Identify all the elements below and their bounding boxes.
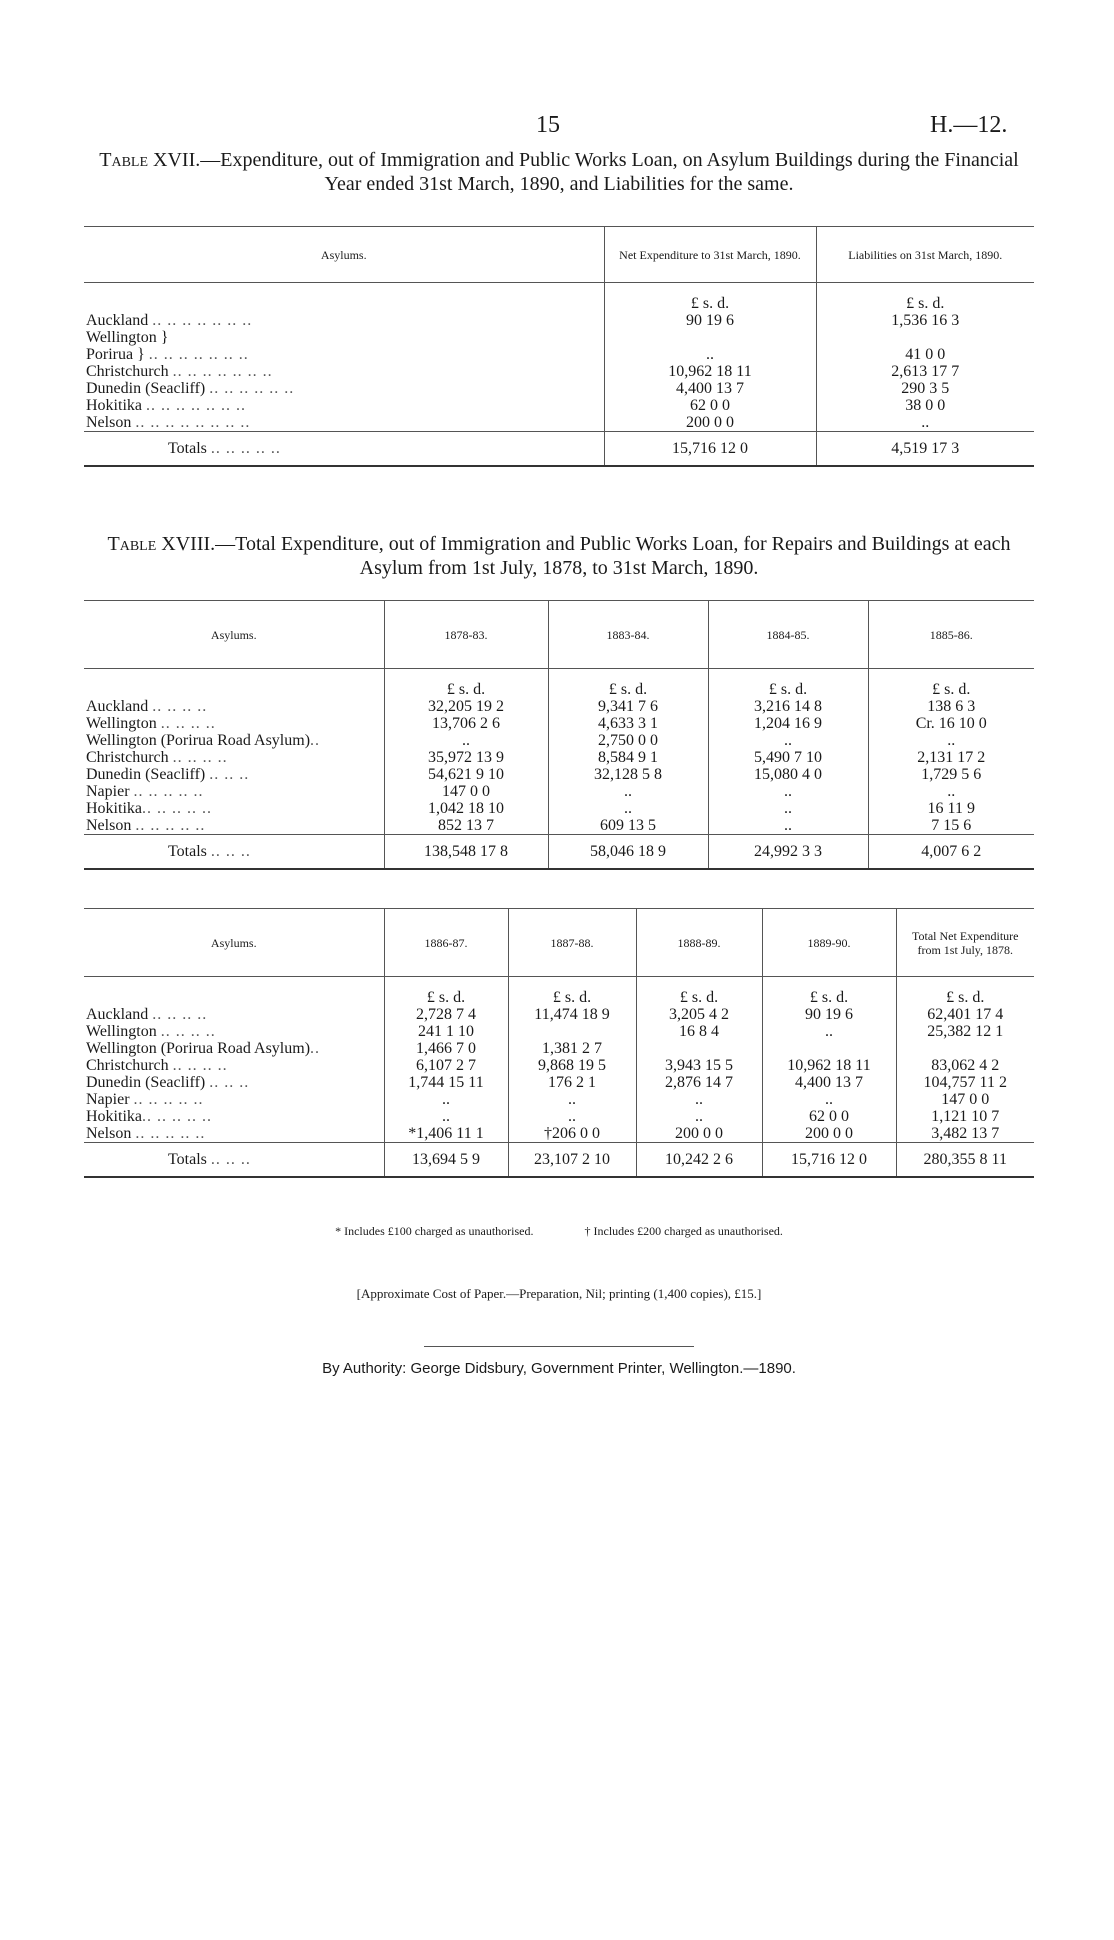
totals-cell: 10,242 2 6 xyxy=(636,1143,762,1178)
footnote-1: * Includes £100 charged as unauthorised. xyxy=(335,1224,534,1238)
table-row: Napier .. .. .. .. .. 147 0 0 .. .. .. xyxy=(84,783,1034,800)
table-row: Dunedin (Seacliff) .. .. .. 54,621 9 10 32,128 5 8 15,080 4 0 1,729 5 6 xyxy=(84,766,1034,783)
value-cell: †206 0 0 xyxy=(508,1125,636,1143)
value-cell: 1,204 16 9 xyxy=(708,715,868,732)
value-cell: 200 0 0 xyxy=(636,1125,762,1143)
table-row: Wellington (Porirua Road Asylum).. .. 2,750 0 0 .. .. xyxy=(84,732,1034,749)
value-cell: 83,062 4 2 xyxy=(896,1057,1034,1074)
liab-cell xyxy=(816,329,1034,346)
value-cell: 1,744 15 11 xyxy=(384,1074,508,1091)
units-cell: £ s. d. xyxy=(384,669,548,699)
table-row: Dunedin (Seacliff) .. .. .. .. .. .. 4,400 13 7 290 3 5 xyxy=(84,380,1034,397)
value-cell xyxy=(896,1040,1034,1057)
table18-header-asylums: Asylums. xyxy=(84,601,384,669)
table-row: Hokitika .. .. .. .. .. .. .. 62 0 0 38 0 0 xyxy=(84,397,1034,414)
value-cell: .. xyxy=(868,732,1034,749)
table-row: Porirua } .. .. .. .. .. .. .. .. 41 0 0 xyxy=(84,346,1034,363)
value-cell: 90 19 6 xyxy=(762,1006,896,1023)
year-header: 1883-84. xyxy=(548,601,708,669)
totals-row: Totals .. .. .. .. .. 15,716 12 0 4,519 17 3 xyxy=(84,432,1034,467)
table17-header-net: Net Expenditure to 31st March, 1890. xyxy=(604,227,816,283)
row-label: Wellington xyxy=(86,1023,157,1040)
year-header: 1884-85. xyxy=(708,601,868,669)
value-cell: 62 0 0 xyxy=(762,1108,896,1125)
net-cell xyxy=(604,329,816,346)
value-cell: .. xyxy=(868,783,1034,800)
value-cell: 147 0 0 xyxy=(896,1091,1034,1108)
year-header: 1887-88. xyxy=(508,909,636,977)
footnote-2: † Includes £200 charged as unauthorised. xyxy=(584,1224,783,1238)
totals-cell: 4,007 6 2 xyxy=(868,835,1034,870)
totals-net: 15,716 12 0 xyxy=(604,432,816,467)
value-cell: 3,216 14 8 xyxy=(708,698,868,715)
value-cell: 1,121 10 7 xyxy=(896,1108,1034,1125)
value-cell xyxy=(762,1040,896,1057)
value-cell: 6,107 2 7 xyxy=(384,1057,508,1074)
row-label: Auckland xyxy=(86,1006,149,1023)
row-label: Christchurch xyxy=(86,749,169,766)
table-row: Wellington .. .. .. .. 241 1 10 16 8 4 .. 25,382 12 1 xyxy=(84,1023,1034,1040)
table-row: Hokitika.. .. .. .. .. 1,042 18 10 .. .. 16 11 9 xyxy=(84,800,1034,817)
net-cell: 10,962 18 11 xyxy=(604,363,816,380)
table17 xyxy=(84,226,1034,467)
units-cell: £ s. d. xyxy=(548,669,708,699)
units-cell: £ s. d. xyxy=(508,977,636,1007)
totals-cell: 23,107 2 10 xyxy=(508,1143,636,1178)
row-label: Auckland xyxy=(86,312,149,329)
row-label: Nelson xyxy=(86,414,132,431)
net-cell: 200 0 0 xyxy=(604,414,816,432)
value-cell: 16 11 9 xyxy=(868,800,1034,817)
row-label: Wellington } xyxy=(86,329,169,346)
value-cell: 1,466 7 0 xyxy=(384,1040,508,1057)
value-cell: 7 15 6 xyxy=(868,817,1034,835)
table-row: Wellington .. .. .. .. 13,706 2 6 4,633 3 1 1,204 16 9 Cr. 16 10 0 xyxy=(84,715,1034,732)
value-cell: .. xyxy=(384,1091,508,1108)
table17-caption xyxy=(84,148,1034,196)
row-label: Napier xyxy=(86,783,130,800)
year-header: 1885-86. xyxy=(868,601,1034,669)
value-cell: 54,621 9 10 xyxy=(384,766,548,783)
value-cell: 3,205 4 2 xyxy=(636,1006,762,1023)
value-cell: 852 13 7 xyxy=(384,817,548,835)
liab-cell: 2,613 17 7 xyxy=(816,363,1034,380)
net-cell: .. xyxy=(604,346,816,363)
divider xyxy=(424,1346,694,1347)
units-cell: £ s. d. xyxy=(896,977,1034,1007)
year-header: 1889-90. xyxy=(762,909,896,977)
value-cell: 4,633 3 1 xyxy=(548,715,708,732)
table-row: Auckland .. .. .. .. .. .. .. 90 19 6 1,536 16 3 xyxy=(84,312,1034,329)
totals-row: Totals .. .. .. 13,694 5 9 23,107 2 10 10,242 2 6 15,716 12 0 280,355 8 11 xyxy=(84,1143,1034,1178)
row-label: Dunedin (Seacliff) xyxy=(86,766,206,783)
table18-part2-header-asylums: Asylums. xyxy=(84,909,384,977)
value-cell: 1,729 5 6 xyxy=(868,766,1034,783)
table-row: Nelson .. .. .. .. .. .. .. .. 200 0 0 .. xyxy=(84,414,1034,432)
value-cell: 3,943 15 5 xyxy=(636,1057,762,1074)
table-row: Dunedin (Seacliff) .. .. .. 1,744 15 11 176 2 1 2,876 14 7 4,400 13 7 104,757 11 2 xyxy=(84,1074,1034,1091)
totals-liab: 4,519 17 3 xyxy=(816,432,1034,467)
cost-note: [Approximate Cost of Paper.—Preparation, Nil; printing (1,400 copies), £15.] xyxy=(356,1286,762,1301)
value-cell: 9,868 19 5 xyxy=(508,1057,636,1074)
value-cell: 25,382 12 1 xyxy=(896,1023,1034,1040)
value-cell: 2,876 14 7 xyxy=(636,1074,762,1091)
value-cell: .. xyxy=(384,1108,508,1125)
row-label: Porirua } xyxy=(86,346,145,363)
value-cell xyxy=(508,1023,636,1040)
row-label: Wellington xyxy=(86,715,157,732)
value-cell: .. xyxy=(548,800,708,817)
value-cell: .. xyxy=(636,1108,762,1125)
value-cell: 16 8 4 xyxy=(636,1023,762,1040)
liab-cell: 41 0 0 xyxy=(816,346,1034,363)
table-row: Napier .. .. .. .. .. .. .. .. .. 147 0 0 xyxy=(84,1091,1034,1108)
row-label: Wellington (Porirua Road Asylum) xyxy=(86,732,311,749)
liab-cell: .. xyxy=(816,414,1034,432)
table-row xyxy=(84,329,1034,346)
units-cell: £ s. d. xyxy=(708,669,868,699)
table17-header-asylums: Asylums. xyxy=(84,227,604,283)
totals-cell: 280,355 8 11 xyxy=(896,1143,1034,1178)
value-cell: 62,401 17 4 xyxy=(896,1006,1034,1023)
totals-cell: 13,694 5 9 xyxy=(384,1143,508,1178)
value-cell: 176 2 1 xyxy=(508,1074,636,1091)
authority-line: By Authority: George Didsbury, Government Printer, Wellington.—1890. xyxy=(322,1360,796,1377)
row-label: Christchurch xyxy=(86,363,169,380)
net-cell: 62 0 0 xyxy=(604,397,816,414)
value-cell: 147 0 0 xyxy=(384,783,548,800)
value-cell: 32,205 19 2 xyxy=(384,698,548,715)
value-cell: 2,750 0 0 xyxy=(548,732,708,749)
value-cell: .. xyxy=(708,800,868,817)
value-cell: 2,728 7 4 xyxy=(384,1006,508,1023)
totals-label: Totals xyxy=(168,440,207,457)
units-cell: £ s. d. xyxy=(762,977,896,1007)
value-cell: .. xyxy=(384,732,548,749)
table-row: Christchurch .. .. .. .. 35,972 13 9 8,584 9 1 5,490 7 10 2,131 17 2 xyxy=(84,749,1034,766)
totals-cell: 24,992 3 3 xyxy=(708,835,868,870)
value-cell: 3,482 13 7 xyxy=(896,1125,1034,1143)
units-cell: £ s. d. xyxy=(636,977,762,1007)
row-label: Nelson xyxy=(86,1125,132,1142)
footnotes xyxy=(84,1224,1034,1239)
table18-part1 xyxy=(84,600,1034,870)
liab-cell: 38 0 0 xyxy=(816,397,1034,414)
table-row: Auckland .. .. .. .. 2,728 7 4 11,474 18 9 3,205 4 2 90 19 6 62,401 17 4 xyxy=(84,1006,1034,1023)
value-cell: 10,962 18 11 xyxy=(762,1057,896,1074)
value-cell: 35,972 13 9 xyxy=(384,749,548,766)
value-cell: *1,406 11 1 xyxy=(384,1125,508,1143)
value-cell: .. xyxy=(508,1091,636,1108)
table18-caption-text: Total Expenditure, out of Immigration and Public Works Loan, for Repairs and Buildings at each Asylum from 1st July, 1878, to 31st March, 1890. xyxy=(235,533,1011,579)
totals-label: Totals xyxy=(168,1151,207,1168)
table17-units-net: £ s. d. xyxy=(604,283,816,313)
totals-row: Totals .. .. .. 138,548 17 8 58,046 18 9 24,992 3 3 4,007 6 2 xyxy=(84,835,1034,870)
table18-caption xyxy=(84,532,1034,580)
value-cell: .. xyxy=(762,1023,896,1040)
row-label: Hokitika xyxy=(86,800,142,817)
value-cell: 11,474 18 9 xyxy=(508,1006,636,1023)
totals-cell: 15,716 12 0 xyxy=(762,1143,896,1178)
units-cell: £ s. d. xyxy=(868,669,1034,699)
row-label: Napier xyxy=(86,1091,130,1108)
year-header: 1886-87. xyxy=(384,909,508,977)
row-label: Nelson xyxy=(86,817,132,834)
value-cell: 1,381 2 7 xyxy=(508,1040,636,1057)
year-header: 1878-83. xyxy=(384,601,548,669)
value-cell: 32,128 5 8 xyxy=(548,766,708,783)
row-label: Hokitika xyxy=(86,397,142,414)
year-header: 1888-89. xyxy=(636,909,762,977)
value-cell: .. xyxy=(762,1091,896,1108)
totals-label: Totals xyxy=(168,843,207,860)
row-label: Auckland xyxy=(86,698,149,715)
liab-cell: 1,536 16 3 xyxy=(816,312,1034,329)
table18-part2 xyxy=(84,908,1034,1178)
value-cell: .. xyxy=(548,783,708,800)
page-number: 15 xyxy=(536,112,560,138)
value-cell: .. xyxy=(708,817,868,835)
value-cell: 5,490 7 10 xyxy=(708,749,868,766)
row-label: Wellington (Porirua Road Asylum) xyxy=(86,1040,311,1057)
total-header: Total Net Expenditure from 1st July, 1878. xyxy=(896,909,1034,977)
value-cell: .. xyxy=(636,1091,762,1108)
totals-cell: 58,046 18 9 xyxy=(548,835,708,870)
value-cell: .. xyxy=(708,732,868,749)
value-cell: 15,080 4 0 xyxy=(708,766,868,783)
table18-caption-prefix: Table XVIII.— xyxy=(107,533,236,555)
row-label: Hokitika xyxy=(86,1108,142,1125)
units-cell: £ s. d. xyxy=(384,977,508,1007)
totals-cell: 138,548 17 8 xyxy=(384,835,548,870)
table-row: Christchurch .. .. .. .. .. .. .. 10,962 18 11 2,613 17 7 xyxy=(84,363,1034,380)
value-cell xyxy=(636,1040,762,1057)
row-label: Christchurch xyxy=(86,1057,169,1074)
table-row: Wellington (Porirua Road Asylum).. 1,466 7 0 1,381 2 7 xyxy=(84,1040,1034,1057)
value-cell: 9,341 7 6 xyxy=(548,698,708,715)
value-cell: 138 6 3 xyxy=(868,698,1034,715)
table17-header-liabilities: Liabilities on 31st March, 1890. xyxy=(816,227,1034,283)
value-cell: 2,131 17 2 xyxy=(868,749,1034,766)
value-cell: 104,757 11 2 xyxy=(896,1074,1034,1091)
net-cell: 90 19 6 xyxy=(604,312,816,329)
value-cell: 1,042 18 10 xyxy=(384,800,548,817)
value-cell: 241 1 10 xyxy=(384,1023,508,1040)
document-id: H.—12. xyxy=(930,112,1008,138)
value-cell: 4,400 13 7 xyxy=(762,1074,896,1091)
table-row: Nelson .. .. .. .. .. *1,406 11 1 †206 0 0 200 0 0 200 0 0 3,482 13 7 xyxy=(84,1125,1034,1143)
table17-units-liab: £ s. d. xyxy=(816,283,1034,313)
row-label: Dunedin (Seacliff) xyxy=(86,1074,206,1091)
table17-caption-prefix: Table XVII.— xyxy=(99,149,221,171)
liab-cell: 290 3 5 xyxy=(816,380,1034,397)
value-cell: 8,584 9 1 xyxy=(548,749,708,766)
table-row: Christchurch .. .. .. .. 6,107 2 7 9,868 19 5 3,943 15 5 10,962 18 11 83,062 4 2 xyxy=(84,1057,1034,1074)
table-row: Hokitika.. .. .. .. .. .. .. .. 62 0 0 1,121 10 7 xyxy=(84,1108,1034,1125)
table17-caption-text: Expenditure, out of Immigration and Public Works Loan, on Asylum Buildings during the Financial Year ended 31st March, 1890, and Liabilities for the same. xyxy=(220,149,1019,195)
value-cell: 609 13 5 xyxy=(548,817,708,835)
value-cell: .. xyxy=(508,1108,636,1125)
table-row: Auckland .. .. .. .. 32,205 19 2 9,341 7 6 3,216 14 8 138 6 3 xyxy=(84,698,1034,715)
value-cell: 200 0 0 xyxy=(762,1125,896,1143)
value-cell: 13,706 2 6 xyxy=(384,715,548,732)
value-cell: Cr. 16 10 0 xyxy=(868,715,1034,732)
table-row: Nelson .. .. .. .. .. 852 13 7 609 13 5 .. 7 15 6 xyxy=(84,817,1034,835)
net-cell: 4,400 13 7 xyxy=(604,380,816,397)
row-label: Dunedin (Seacliff) xyxy=(86,380,206,397)
value-cell: .. xyxy=(708,783,868,800)
